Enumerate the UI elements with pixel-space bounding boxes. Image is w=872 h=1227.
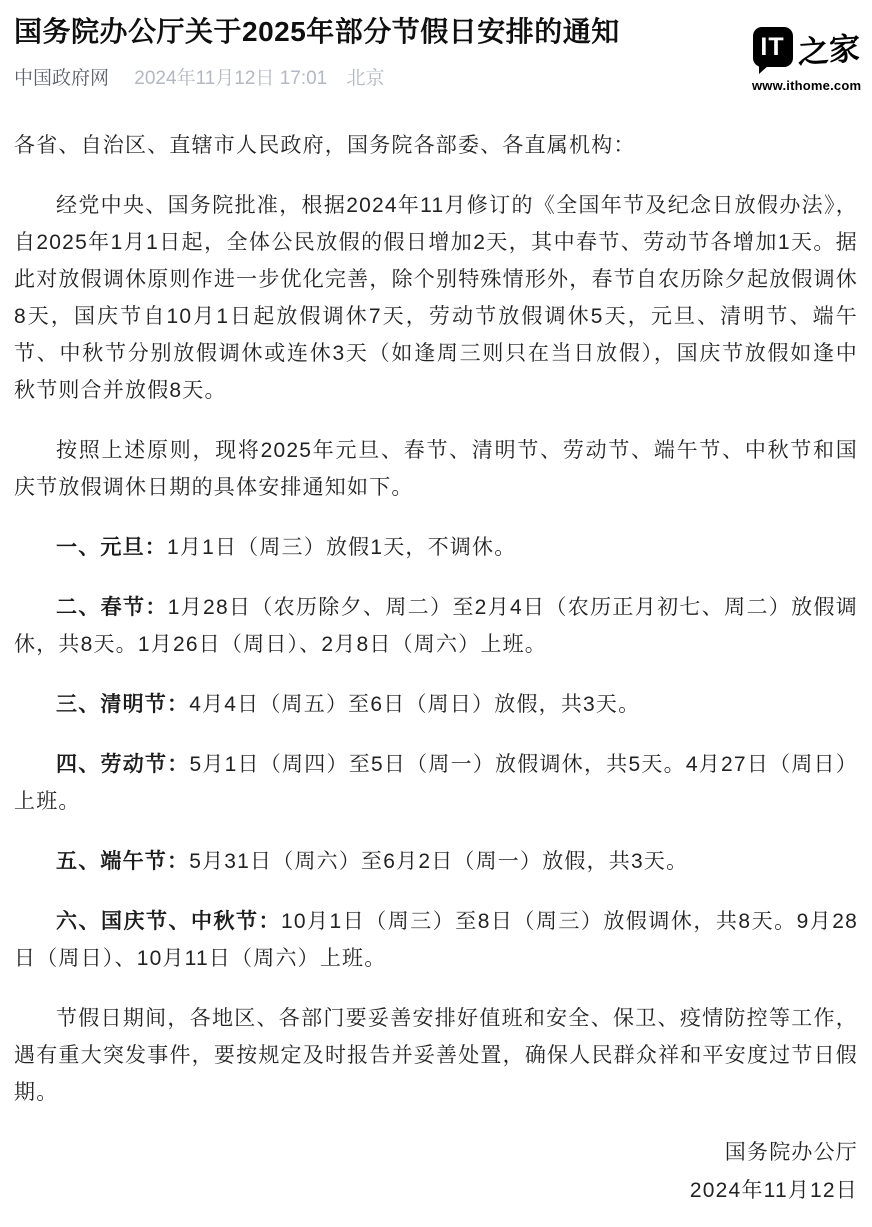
principle-paragraph: 按照上述原则，现将2025年元旦、春节、清明节、劳动节、端午节、中秋节和国庆节放假调休日期的具体安排通知如下。: [14, 439, 858, 499]
ithome-logo[interactable]: [752, 22, 860, 93]
signature-org: 国务院办公厅: [724, 1141, 858, 1164]
holiday-item-label: 三、清明节：: [56, 693, 190, 716]
holiday-item-national-day-mid-autumn: [14, 903, 858, 977]
holiday-item-text: 4月4日（周五）至6日（周日）放假，共3天。: [189, 693, 641, 716]
ithome-url-link[interactable]: www.ithome.com: [752, 78, 862, 93]
page-title: 国务院办公厅关于2025年部分节假日安排的通知: [14, 16, 620, 47]
holiday-item-label: 二、春节：: [56, 596, 168, 619]
article-header: [14, 14, 862, 93]
holiday-item-text: 1月28日（农历除夕、周二）至2月4日（农历正月初七、周二）放假调休，共8天。1月26日（周日）、2月8日（周六）上班。: [14, 596, 859, 656]
holiday-item-text: 10月1日（周三）至8日（周三）放假调休，共8天。9月28日（周日）、10月11日（周六）上班。: [14, 910, 859, 970]
closing-paragraph: 节假日期间，各地区、各部门要妥善安排好值班和安全、保卫、疫情防控等工作，遇有重大突发事件，要按规定及时报告并妥善处置，确保人民群众祥和平安度过节日假期。: [14, 1007, 858, 1104]
holiday-item-label: 一、元旦：: [56, 536, 167, 559]
signature-date: 2024年11月12日: [689, 1179, 858, 1202]
holiday-item-text: 5月31日（周六）至6月2日（周一）放假，共3天。: [189, 850, 689, 873]
holiday-item-qingming: [14, 686, 858, 723]
salutation: 各省、自治区、直辖市人民政府，国务院各部委、各直属机构：: [14, 134, 636, 157]
source-name-link[interactable]: 中国政府网: [14, 68, 110, 89]
holiday-item-label: 四、劳动节：: [56, 753, 190, 776]
holiday-item-dragon-boat: [14, 843, 858, 880]
signature-block: [14, 1134, 858, 1210]
holiday-item-label: 五、端午节：: [56, 850, 190, 873]
article-body: [14, 127, 858, 1210]
article-meta: [14, 67, 862, 93]
holiday-item-label: 六、国庆节、中秋节：: [56, 910, 281, 933]
holiday-item-new-year: [14, 529, 858, 566]
ithome-logo-it-text: IT: [760, 33, 785, 61]
holiday-item-labor-day: [14, 746, 858, 820]
article-page: [0, 14, 872, 1210]
intro-paragraph: 经党中央、国务院批准，根据2024年11月修订的《全国年节及纪念日放假办法》，自2025年1月1日起，全体公民放假的假日增加2天，其中春节、劳动节各增加1天。据此对放假调休原则作进一步优化完善，除个别特殊情形外，春节自农历除夕起放假调休8天，国庆节自10月1日起放假调休7天，劳动节放假调休5天，元旦、清明节、端午节、中秋节分别放假调休或连休3天（如逢周三则只在当日放假），国庆节放假如逢中秋节则合并放假8天。: [14, 194, 858, 402]
publish-datetime: 2024年11月12日 17:01: [134, 68, 328, 89]
ithome-logo-script-text: 之家: [797, 30, 860, 71]
speech-bubble-tail-icon: [759, 65, 769, 74]
publish-location: 北京: [346, 68, 385, 89]
holiday-item-text: 5月1日（周四）至5日（周一）放假调休，共5天。4月27日（周日）上班。: [14, 753, 858, 813]
ithome-logo-mark: [752, 22, 860, 72]
holiday-item-text: 1月1日（周三）放假1天，不调休。: [167, 536, 517, 559]
holiday-item-spring-festival: [14, 589, 858, 663]
ithome-bubble-icon: [753, 27, 793, 67]
